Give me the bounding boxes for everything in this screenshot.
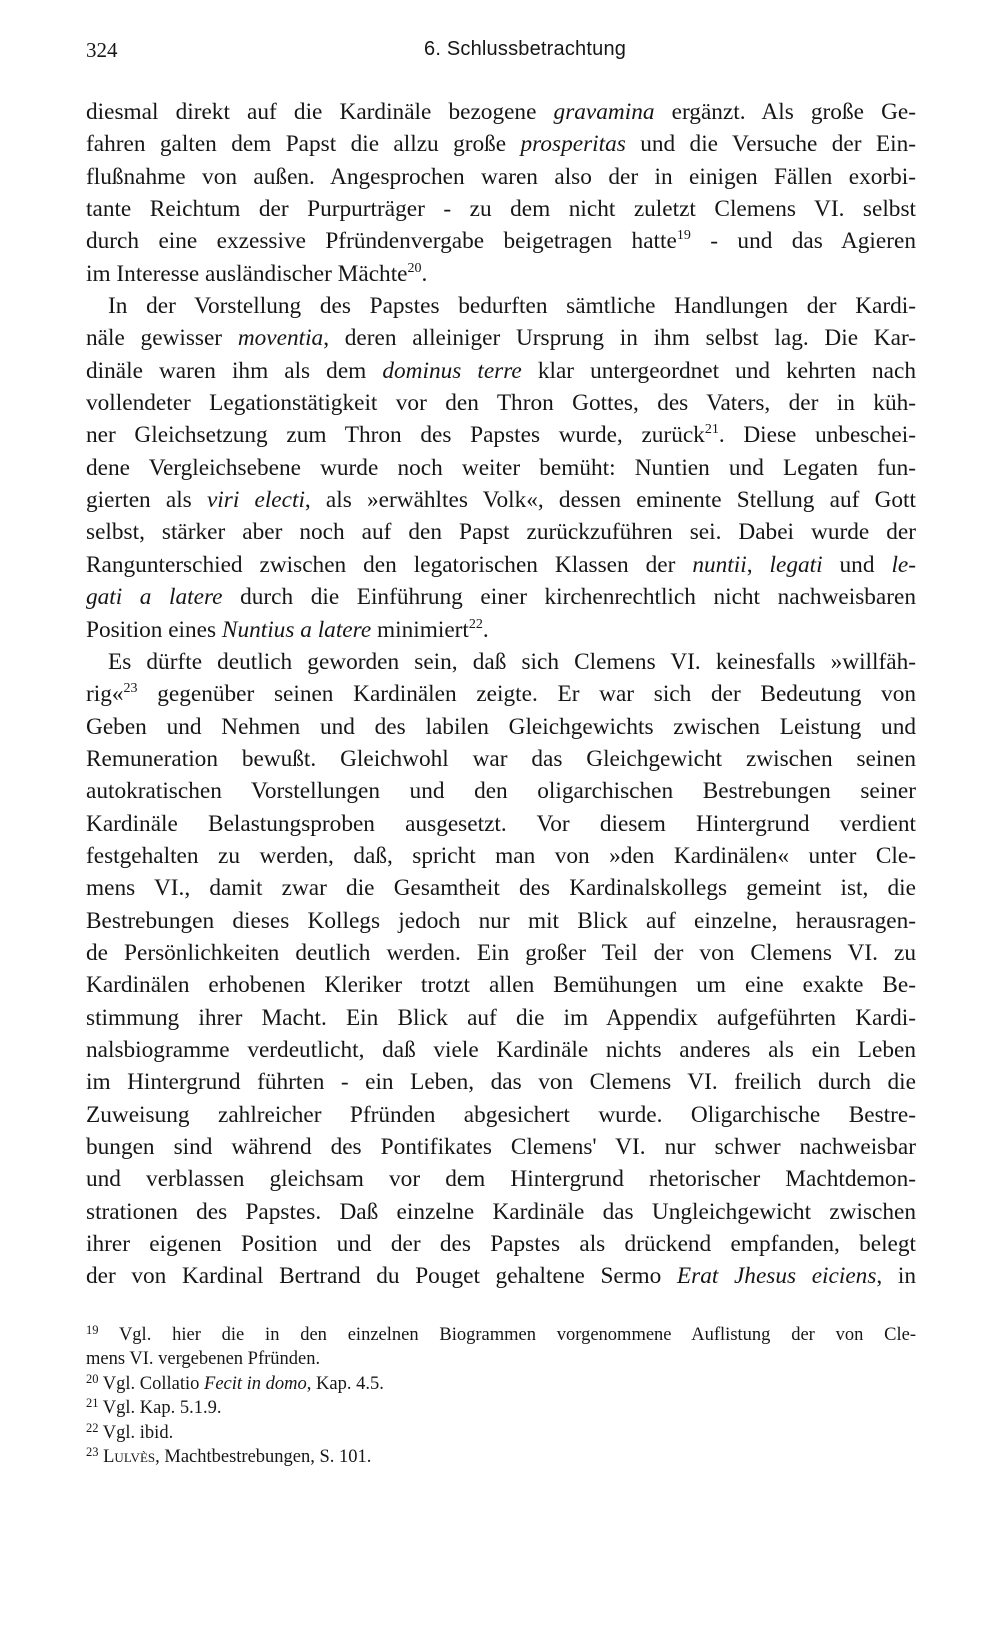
text-line (86, 581, 916, 613)
text-run: , (746, 551, 770, 578)
text-run: mens VI. vergebenen Pfründen. (86, 1349, 321, 1370)
text-line (86, 646, 916, 678)
footnote-line (86, 1396, 916, 1420)
text-run: Kardinälen erhobenen Kleriker trotzt allen Bemühungen um eine exakte Be- (86, 972, 916, 999)
text-run: und verblassen gleichsam vor dem Hintergrund rhetorischer Machtdemon- (86, 1166, 916, 1193)
text-run: dominus terre (382, 357, 522, 384)
text-line (86, 743, 916, 775)
text-run: In der Vorstellung des Papstes bedurften sämtliche Handlungen der Kardi- (108, 293, 916, 320)
footnote-marker: 20 (86, 1371, 99, 1386)
text-run: durch eine exzessive Pfründenvergabe beigetragen hatte (86, 228, 677, 255)
text-line (86, 1002, 916, 1034)
text-line (86, 161, 916, 193)
text-line (86, 905, 916, 937)
footnote-marker: 19 (676, 228, 691, 244)
text-run: - und das Agieren (690, 228, 916, 255)
body-text (86, 96, 916, 1293)
footnote-marker: 19 (86, 1323, 99, 1337)
text-run: gati a latere (86, 584, 223, 611)
text-run: Kardinäle Belastungsproben ausgesetzt. Vor diesem Hintergrund verdient (86, 810, 916, 837)
text-line (86, 387, 916, 419)
text-run: gierten als (86, 487, 207, 514)
text-line (86, 614, 916, 646)
text-run: , Machtbestrebungen, S. 101. (155, 1446, 372, 1467)
text-line (86, 1066, 916, 1098)
text-line (86, 678, 916, 710)
text-run: gravamina (553, 99, 655, 125)
text-run: Position eines (86, 616, 222, 643)
text-line (86, 355, 916, 387)
text-run: diesmal direkt auf die Kardinäle bezogene (86, 99, 554, 125)
footnote-marker: 22 (86, 1420, 99, 1435)
page-number: 324 (86, 38, 118, 62)
text-run: näle gewisser (86, 325, 238, 352)
text-run: tante Reichtum der Purpurträger - zu dem nicht zuletzt Clemens VI. selbst (86, 196, 916, 223)
text-run: Lulvès (103, 1446, 156, 1467)
text-run: , als »erwähltes Volk«, dessen eminente Stellung auf Gott (304, 487, 916, 514)
footnote-line (86, 1445, 916, 1469)
text-run: Bestrebungen dieses Kollegs jedoch nur mit Blick auf einzelne, herausragen- (86, 907, 916, 934)
text-run: Geben und Nehmen und des labilen Gleichgewichts zwischen Leistung und (86, 713, 916, 740)
text-line (86, 1260, 916, 1292)
text-line (86, 775, 916, 807)
text-run: Fecit in domo (204, 1373, 307, 1394)
text-run: Vgl. ibid. (98, 1422, 174, 1443)
text-run: rig« (86, 681, 124, 708)
text-run: und die Versuche der Ein- (625, 131, 916, 158)
text-line (86, 1163, 916, 1195)
footnotes (86, 1323, 916, 1469)
text-run: klar untergeordnet und kehrten nach (521, 357, 917, 384)
text-line (86, 808, 916, 840)
text-line (86, 1196, 916, 1228)
text-run: und (822, 551, 892, 578)
footnote-marker: 21 (86, 1396, 99, 1411)
text-run: Zuweisung zahlreicher Pfründen abgesichert wurde. Oligarchische Bestre- (86, 1101, 916, 1128)
text-run: . Diese unbeschei- (718, 422, 916, 449)
page-header (86, 38, 916, 68)
text-run: autokratischen Vorstellungen und den oligarchischen Bestrebungen seiner (86, 778, 916, 805)
text-run: Remuneration bewußt. Gleichwohl war das Gleichgewicht zwischen seinen (86, 745, 916, 772)
text-run: stimmung ihrer Macht. Ein Blick auf die im Appendix aufgeführten Kardi- (86, 1004, 916, 1031)
text-line (86, 872, 916, 904)
text-run: Nuntius a latere (221, 616, 372, 643)
text-line (86, 711, 916, 743)
footnote-line (86, 1323, 916, 1347)
text-run: durch die Einführung einer kirchenrechtlich nicht nachweisbaren (222, 584, 917, 611)
text-run: , Kap. 4.5. (306, 1373, 384, 1394)
text-run: viri electi (206, 487, 305, 514)
text-line (86, 128, 916, 160)
text-line (86, 96, 916, 128)
text-run: im Hintergrund führten - ein Leben, das von Clemens VI. freilich durch die (86, 1069, 916, 1096)
text-run: Es dürfte deutlich geworden sein, daß sich Clemens VI. keinesfalls »willfäh- (108, 648, 916, 675)
text-line (86, 1228, 916, 1260)
text-run: bungen sind während des Pontifikates Clemens' VI. nur schwer nachweisbar (86, 1134, 916, 1160)
text-line (86, 840, 916, 872)
text-run: prosperitas (520, 131, 626, 158)
text-run: festgehalten zu werden, daß, spricht man von »den Kardinälen« unter Cle- (86, 842, 916, 869)
text-line (86, 322, 916, 354)
footnote-marker: 21 (704, 422, 719, 438)
text-run: Rangunterschied zwischen den legatorischen Klassen der (86, 551, 693, 578)
text-run: im Interesse ausländischer Mächte (86, 260, 408, 287)
text-run: nalsbiogramme verdeutlicht, daß viele Kardinäle nichts anderes als ein Leben (86, 1036, 916, 1063)
text-run: . (482, 616, 489, 643)
text-line (86, 258, 916, 290)
text-line (86, 937, 916, 969)
text-run: Erat Jhesus eiciens (676, 1263, 877, 1290)
text-run: , deren alleiniger Ursprung in ihm selbst lag. Die Kar- (323, 325, 917, 352)
text-run: flußnahme von außen. Angesprochen waren also der in einigen Fällen exorbi- (86, 163, 916, 190)
text-run: ergänzt. Als große Ge- (654, 99, 916, 125)
text-run: fahren galten dem Papst die allzu große (86, 131, 521, 158)
text-run: selbst, stärker aber noch auf den Papst zurückzuführen sei. Dabei wurde der (86, 519, 916, 546)
footnote-line (86, 1347, 916, 1371)
text-run: . (421, 260, 428, 287)
text-run: nuntii (692, 551, 747, 578)
text-run: vollendeter Legationstätigkeit vor den Thron Gottes, des Vaters, der in küh- (86, 390, 916, 417)
footnote-marker: 22 (468, 616, 483, 632)
text-line (86, 193, 916, 225)
text-line (86, 1099, 916, 1131)
footnote-marker: 23 (123, 681, 138, 697)
text-run: dene Vergleichsebene wurde noch weiter bemüht: Nuntien und Legaten fun- (86, 454, 916, 481)
text-line (86, 290, 916, 322)
text-line (86, 1034, 916, 1066)
text-line (86, 419, 916, 451)
text-run: mens VI., damit zwar die Gesamtheit des Kardinalskollegs gemeint ist, die (86, 875, 916, 902)
text-run: Vgl. Collatio (98, 1373, 205, 1394)
running-head: 6. Schlussbetrachtung (424, 38, 627, 60)
text-run: Vgl. hier die in den einzelnen Biogrammen vorgenommene Auflistung der von Cle- (98, 1325, 916, 1345)
text-run: der von Kardinal Bertrand du Pouget gehaltene Sermo (86, 1263, 677, 1290)
footnote-marker: 20 (407, 260, 422, 276)
text-run: ihrer eigenen Position und der des Papstes als drückend empfanden, belegt (86, 1231, 916, 1258)
text-run: , in (876, 1263, 916, 1290)
text-run: strationen des Papstes. Daß einzelne Kardinäle das Ungleichgewicht zwischen (86, 1198, 916, 1225)
text-line (86, 452, 916, 484)
text-run: dinäle waren ihm als dem (86, 357, 383, 384)
text-run: minimiert (371, 616, 469, 643)
text-run: de Persönlichkeiten deutlich werden. Ein großer Teil der von Clemens VI. zu (86, 939, 916, 966)
footnote-marker: 23 (86, 1444, 99, 1459)
text-line (86, 225, 916, 257)
text-run: le- (891, 551, 917, 578)
text-run: Vgl. Kap. 5.1.9. (98, 1398, 222, 1419)
text-line (86, 549, 916, 581)
text-run: legati (769, 551, 823, 578)
text-line (86, 969, 916, 1001)
text-run: ner Gleichsetzung zum Thron des Papstes wurde, zurück (86, 422, 705, 449)
text-line (86, 1131, 916, 1163)
text-run: gegenüber seinen Kardinälen zeigte. Er war sich der Bedeutung von (137, 681, 916, 708)
text-run: moventia (237, 325, 324, 352)
footnote-line (86, 1372, 916, 1396)
text-line (86, 484, 916, 516)
footnote-line (86, 1421, 916, 1445)
text-line (86, 516, 916, 548)
